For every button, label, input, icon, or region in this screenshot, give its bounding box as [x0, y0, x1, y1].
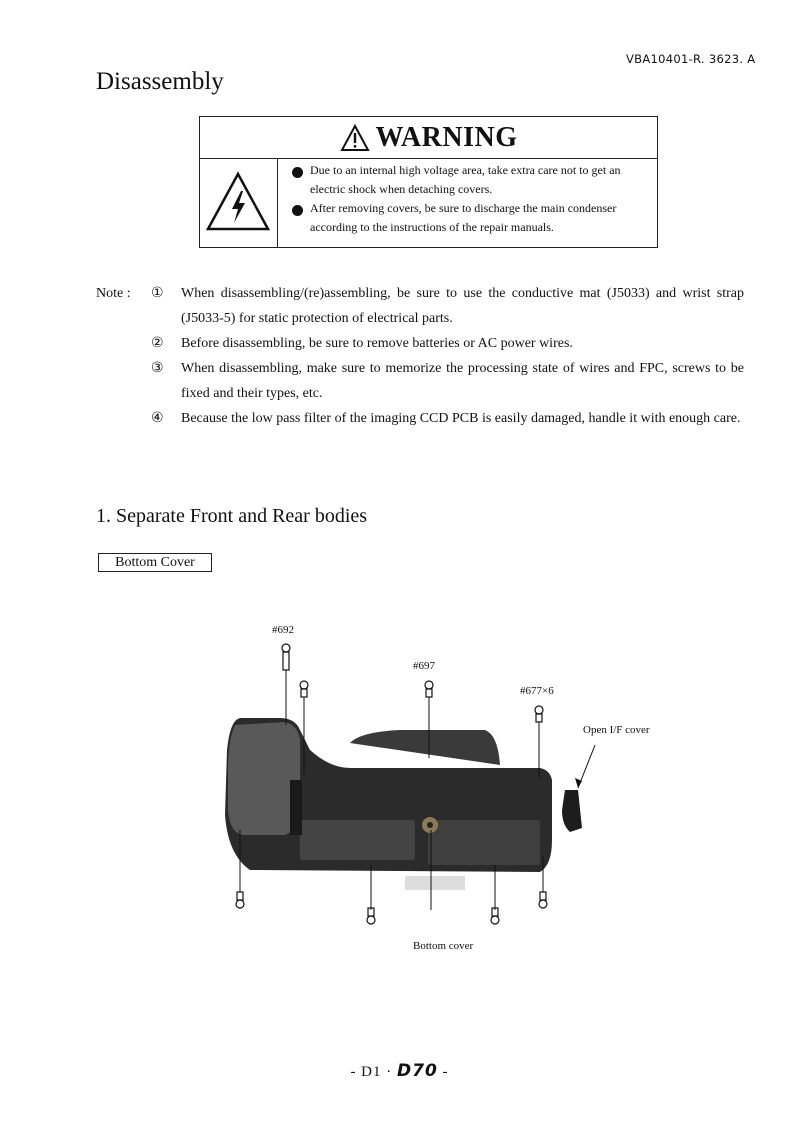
note-number: ① [151, 285, 164, 301]
note-item [151, 356, 744, 406]
label-open-if-cover: Open I/F cover [583, 724, 650, 736]
note-item [151, 406, 744, 431]
page-title: Disassembly [96, 68, 224, 95]
footer-dash: - [442, 1064, 449, 1080]
note-item [151, 331, 744, 356]
warning-icon-cell [200, 158, 278, 248]
subsection-label: Bottom Cover [98, 553, 212, 572]
model-logo: D70 [397, 1061, 438, 1081]
note-label: Note : [96, 286, 131, 301]
warning-box [199, 116, 658, 248]
label-screw-692: #692 [272, 624, 294, 636]
note-text: Because the low pass filter of the imaging CCD PCB is easily damaged, handle it with enough care. [181, 411, 741, 426]
warning-title: WARNING [375, 121, 518, 153]
page-number: - D1 · [350, 1064, 393, 1080]
bullet-icon [292, 167, 303, 178]
warning-header [200, 117, 657, 159]
note-text: Before disassembling, be sure to remove batteries or AC power wires. [181, 336, 573, 351]
page-footer [0, 1061, 799, 1081]
label-screw-677: #677×6 [520, 685, 554, 697]
warning-item: After removing covers, be sure to discharge the main condenser according to the instructions of the repair manuals. [292, 199, 658, 237]
note-text: When disassembling, make sure to memorize the processing state of wires and FPC, screws to be fixed and their types, etc. [181, 361, 744, 401]
note-item [151, 281, 744, 331]
note-number: ③ [151, 360, 164, 376]
warning-item: Due to an internal high voltage area, take extra care not to get an electric shock when detaching covers. [292, 161, 658, 199]
note-number: ④ [151, 410, 164, 426]
bullet-icon [292, 205, 303, 216]
bottom-screws [360, 905, 510, 930]
document-id: VBA10401-R. 3623. A [626, 52, 756, 66]
screw-677-icon [535, 706, 543, 778]
screw-692-icon [282, 644, 290, 725]
high-voltage-icon [205, 171, 271, 233]
camera-bottom-figure [200, 640, 620, 910]
section-title: 1. Separate Front and Rear bodies [96, 505, 368, 527]
label-screw-697: #697 [413, 660, 435, 672]
warning-list [292, 161, 658, 237]
label-bottom-cover: Bottom cover [413, 940, 474, 952]
warning-triangle-icon [340, 124, 370, 152]
camera-body [225, 718, 582, 890]
note-number: ② [151, 335, 164, 351]
note-text: When disassembling/(re)assembling, be sure to use the conductive mat (J5033) and wrist strap (J5033-5) for static protection of electrical parts. [181, 286, 744, 326]
